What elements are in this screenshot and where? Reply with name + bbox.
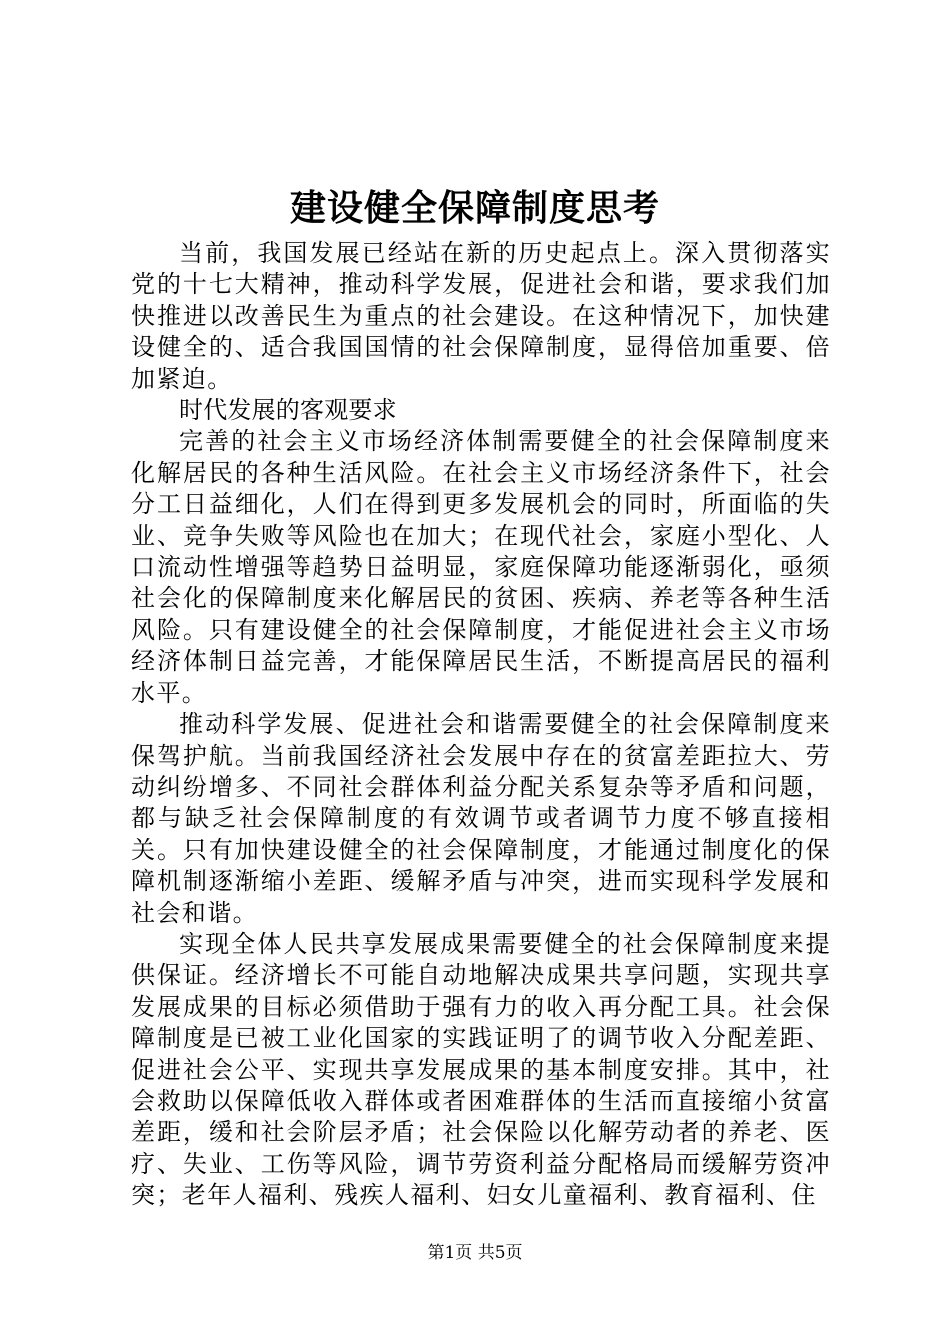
document-body — [131, 238, 831, 1212]
page-title: 建设健全保障制度思考 — [289, 187, 660, 229]
paragraph-shared-results: 实现全体人民共享发展成果需要健全的社会保障制度来提供保证。经济增长不可能自动地解决成果共享问题，实现共享发展成果的目标必须借助于强有力的收入再分配工具。社会保障制度是已被工业化国家的实践证明了的调节收入分配差距、促进社会公平、实现共享发展成果的基本制度安排。其中，社会救助以保障低收入群体或者困难群体的生活而直接缩小贫富差距，缓和社会阶层矛盾；社会保险以化解劳动者的养老、医疗、失业、工伤等风险，调节劳资利益分配格局而缓解劳资冲突；老年人福利、残疾人福利、妇女儿童福利、教育福利、住 — [131, 929, 831, 1210]
section-heading: 时代发展的客观要求 — [179, 396, 397, 425]
paragraph-intro: 当前，我国发展已经站在新的历史起点上。深入贯彻落实党的十七大精神，推动科学发展，促进社会和谐，要求我们加快推进以改善民生为重点的社会建设。在这种情况下，加快建设健全的、适合我国国情的社会保障制度，显得倍加重要、倍加紧迫。 — [131, 239, 831, 393]
page-footer: 第1页 共5页 — [427, 1243, 523, 1263]
paragraph-market-economy: 完善的社会主义市场经济体制需要健全的社会保障制度来化解居民的各种生活风险。在社会主义市场经济条件下，社会分工日益细化，人们在得到更多发展机会的同时，所面临的失业、竞争失败等风险也在加大；在现代社会，家庭小型化、人口流动性增强等趋势日益明显，家庭保障功能逐渐弱化，亟须社会化的保障制度来化解居民的贫困、疾病、养老等各种生活风险。只有建设健全的社会保障制度，才能促进社会主义市场经济体制日益完善，才能保障居民生活，不断提高居民的福利水平。 — [131, 427, 831, 707]
paragraph-scientific-development: 推动科学发展、促进社会和谐需要健全的社会保障制度来保驾护航。当前我国经济社会发展中存在的贫富差距拉大、劳动纠纷增多、不同社会群体利益分配关系复杂等矛盾和问题，都与缺乏社会保障制度的有效调节或者调节力度不够直接相关。只有加快建设健全的社会保障制度，才能通过制度化的保障机制逐渐缩小差距、缓解矛盾与冲突，进而实现科学发展和社会和谐。 — [131, 710, 831, 927]
